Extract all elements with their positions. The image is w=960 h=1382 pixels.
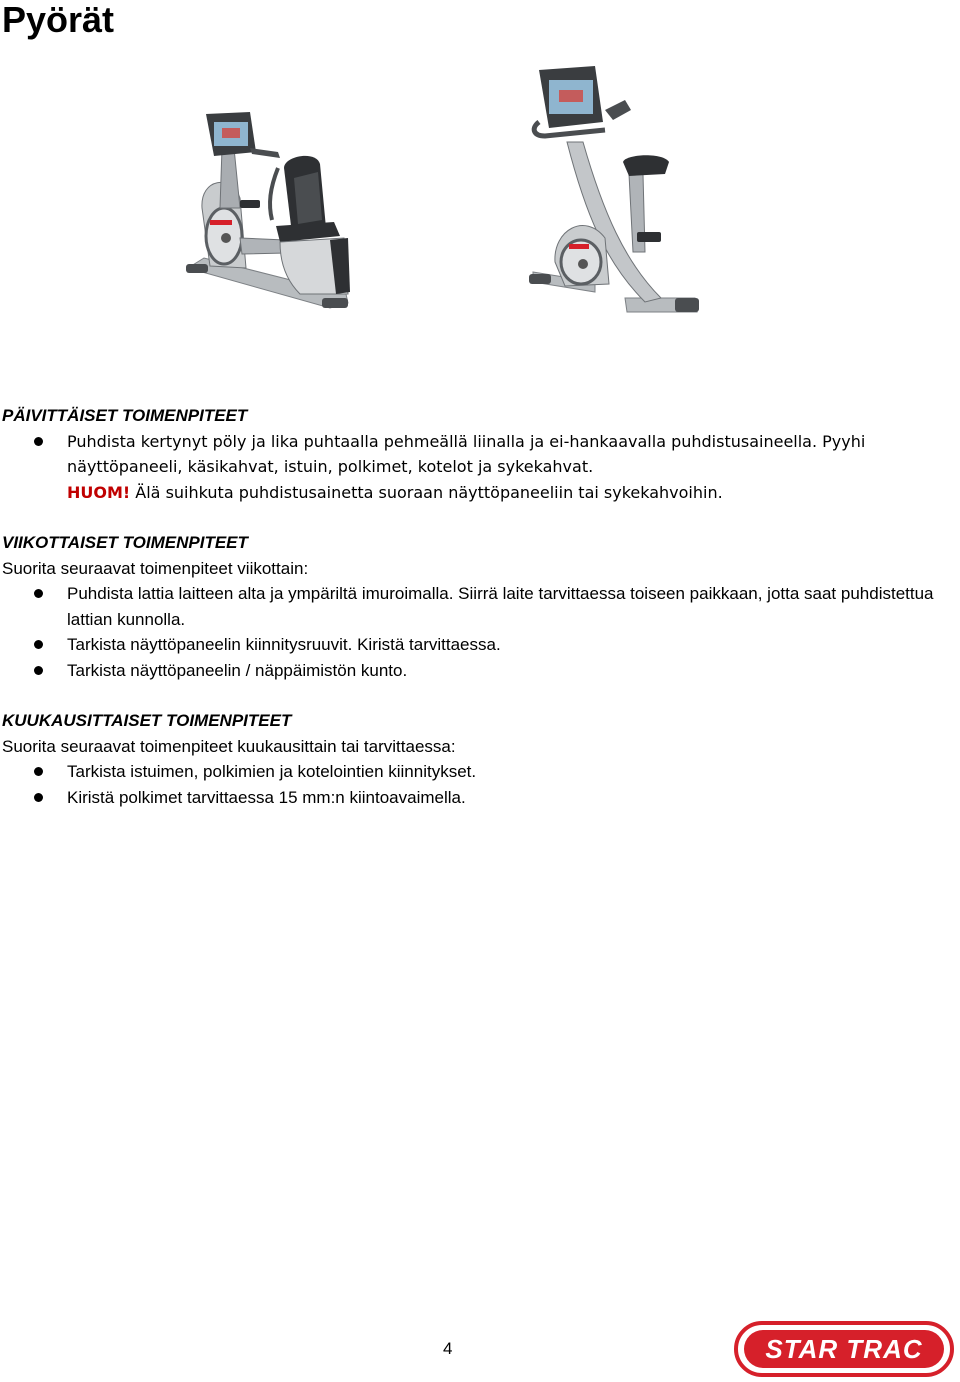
weekly-item-text: Tarkista näyttöpaneelin / näppäimistön kunto.: [67, 660, 408, 680]
monthly-item-text: Kiristä polkimet tarvittaessa 15 mm:n kiintoavaimella.: [67, 787, 466, 807]
bullet-icon: [34, 666, 43, 675]
upright-bike-image: [525, 62, 705, 332]
bullet-icon: [34, 589, 43, 598]
list-item: [2, 759, 942, 785]
weekly-item-text: Tarkista näyttöpaneelin kiinnitysruuvit. Kiristä tarvittaessa.: [67, 635, 501, 654]
list-item: [2, 581, 942, 632]
monthly-heading: KUUKAUSITTAISET TOIMENPITEET: [2, 711, 292, 730]
daily-heading: PÄIVITTÄISET TOIMENPITEET: [2, 406, 248, 425]
list-item: [2, 632, 942, 658]
page-number: 4: [443, 1339, 453, 1358]
star-trac-logo: [734, 1321, 954, 1382]
monthly-intro: Suorita seuraavat toimenpiteet kuukausittain tai tarvittaessa:: [2, 736, 456, 756]
bullet-icon: [34, 640, 43, 649]
weekly-item-text: Puhdista lattia laitteen alta ja ympäriltä imuroimalla. Siirrä laite tarvittaessa toiseen paikkaan, jotta saat puhdistettua lattian kunnolla.: [67, 584, 934, 629]
bullet-icon: [34, 767, 43, 776]
monthly-item-text: Tarkista istuimen, polkimien ja kotelointien kiinnitykset.: [67, 762, 477, 781]
note-label: HUOM!: [67, 482, 131, 502]
list-item: [2, 658, 942, 684]
monthly-list: [2, 759, 942, 810]
note-text: Älä suihkuta puhdistusainetta suoraan näyttöpaneeliin tai sykekahvoihin.: [130, 482, 723, 502]
weekly-heading: VIIKOTTAISET TOIMENPITEET: [2, 533, 248, 552]
recumbent-bike-image: [180, 108, 355, 323]
list-item: [2, 429, 942, 506]
bullet-icon: [34, 437, 43, 446]
maintenance-content: [2, 403, 942, 810]
weekly-intro: Suorita seuraavat toimenpiteet viikottain:: [2, 558, 309, 578]
list-item: [2, 785, 942, 811]
daily-list: [2, 429, 942, 506]
bullet-icon: [34, 793, 43, 802]
daily-item-text: Puhdista kertynyt pöly ja lika puhtaalla pehmeällä liinalla ja ei-hankaavalla puhdistusaineella. Pyyhi näyttöpaneeli, käsikahvat, istuin, polkimet, kotelot ja sykekahvat.: [67, 431, 866, 476]
page-title: Pyörät: [2, 0, 115, 40]
svg-text:STAR TRAC: STAR TRAC: [765, 1334, 923, 1364]
weekly-list: [2, 581, 942, 683]
